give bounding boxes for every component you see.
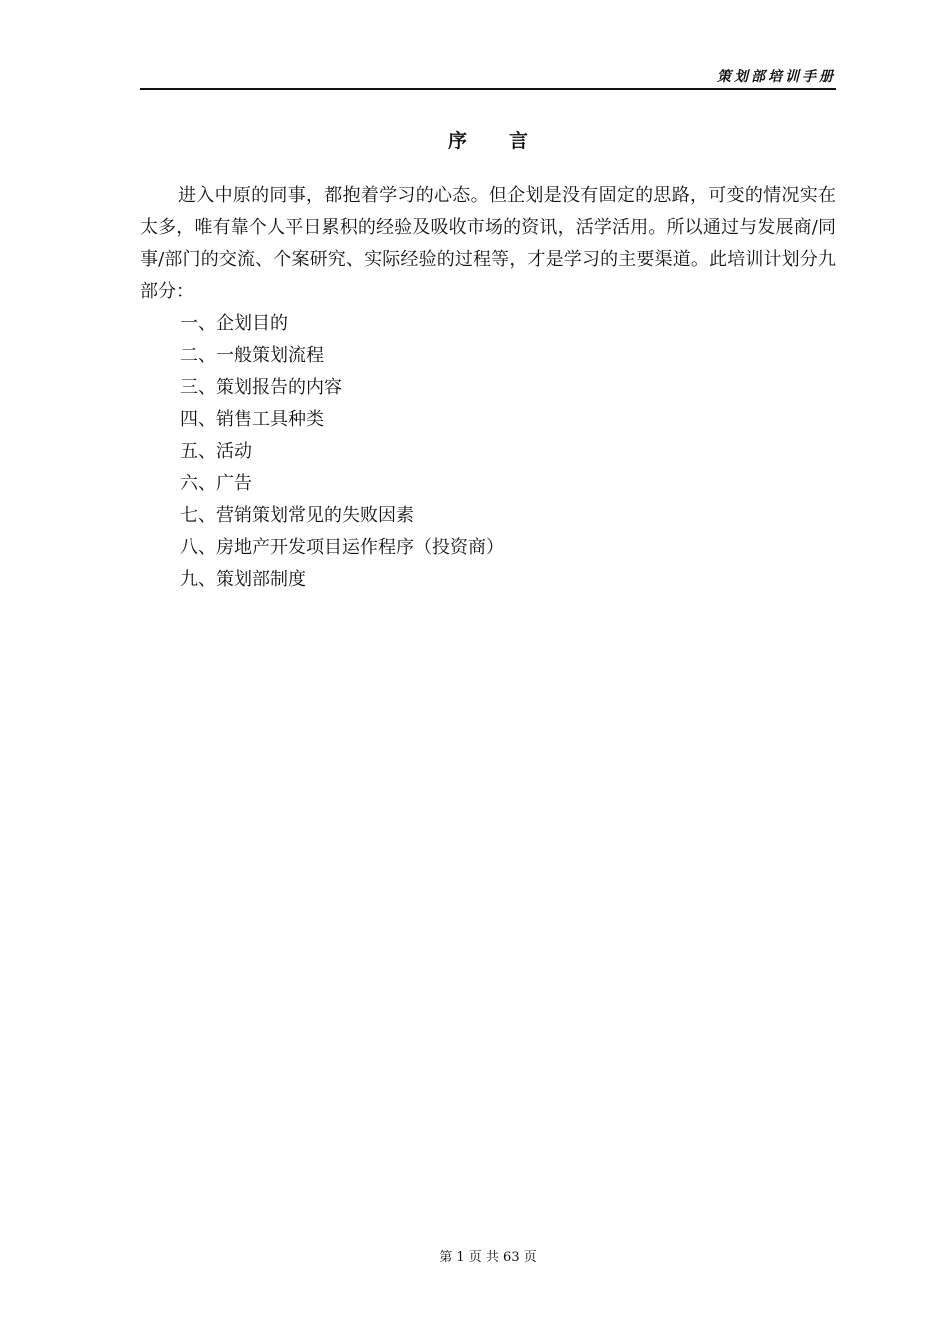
section-item: 七、营销策划常见的失败因素 <box>180 505 414 526</box>
section-item: 三、策划报告的内容 <box>180 377 342 398</box>
section-list <box>180 308 504 596</box>
section-item: 五、活动 <box>180 441 252 462</box>
running-header-title: 策划部培训手册 <box>717 69 836 85</box>
document-title: 序言 <box>447 130 570 152</box>
section-item: 六、广告 <box>180 473 252 494</box>
section-item: 九、策划部制度 <box>180 569 306 590</box>
section-item: 二、一般策划流程 <box>180 345 324 366</box>
section-item: 一、企划目的 <box>180 313 288 334</box>
running-header <box>140 62 836 90</box>
intro-paragraph: 进入中原的同事，都抱着学习的心态。但企划是没有固定的思路，可变的情况实在太多，唯有靠个人平日累积的经验及吸收市场的资讯，活学活用。所以通过与发展商/同事/部门的交流、个案研究、实际经验的过程等，才是学习的主要渠道。此培训计划分九部分： <box>140 185 836 302</box>
section-item: 四、销售工具种类 <box>180 409 324 430</box>
page-footer: 第 1 页 共 63 页 <box>439 1250 537 1265</box>
section-item: 八、房地产开发项目运作程序（投资商） <box>180 537 504 558</box>
